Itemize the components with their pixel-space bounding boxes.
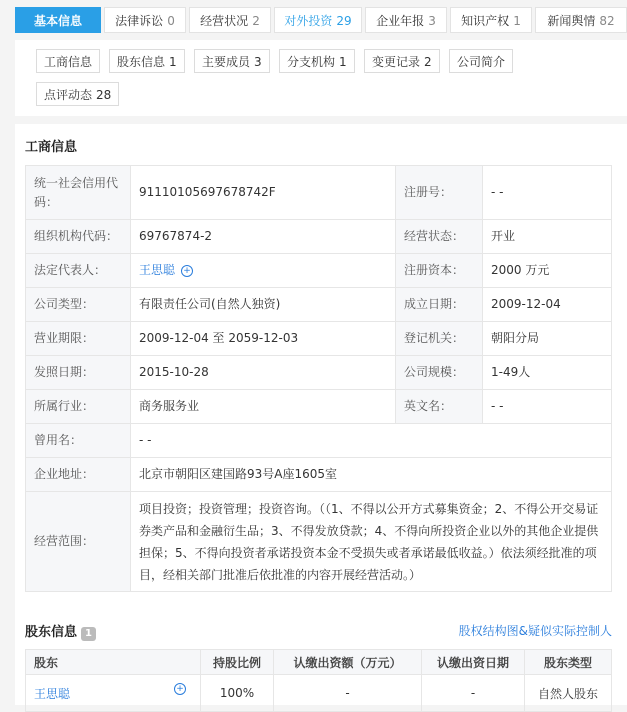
subtab-changes[interactable] — [364, 49, 440, 73]
shareholder-amount: - — [274, 675, 422, 712]
subtab-profile[interactable] — [449, 49, 513, 73]
subtab-count: 3 — [254, 55, 262, 69]
tab-count: 82 — [599, 14, 615, 28]
subtab-label: 公司简介 — [457, 55, 506, 69]
tab-count: 2 — [252, 14, 260, 28]
status-value: 开业 — [483, 220, 612, 254]
follow-plus-icon[interactable]: + — [181, 265, 193, 277]
subtab-count: 1 — [169, 55, 177, 69]
legal-rep-link[interactable]: 王思聪 — [139, 263, 176, 277]
english-name-value: - - — [483, 390, 612, 424]
follow-plus-icon[interactable]: + — [174, 683, 186, 695]
address-label: 企业地址： — [26, 458, 131, 492]
tab-label: 法律诉讼 — [115, 14, 164, 28]
term-label: 营业期限： — [26, 322, 131, 356]
tab-label: 基本信息 — [33, 14, 82, 28]
col-header-ratio: 持股比例 — [201, 650, 274, 675]
tab-basic-info[interactable] — [15, 7, 101, 33]
scope-value: 项目投资；投资管理；投资咨询。（（1、不得以公开方式募集资金；2、不得公开交易证券类产品和金融衍生品；3、不得发放贷款；4、不得向所投资企业以外的其他企业提供担保；5、不得向投资者承诺投资本金不受损失或者承诺最低收益。）依法须经批准的项目，经相关部门批准后依批准的内容开展经营活动。） — [131, 492, 612, 592]
shareholders-table — [25, 649, 612, 712]
credit-code-value: 91110105697678742F — [131, 166, 396, 220]
subtab-branches[interactable] — [279, 49, 355, 73]
tab-news[interactable] — [535, 7, 627, 33]
tab-annual-report[interactable] — [365, 7, 447, 33]
tab-count: 1 — [513, 14, 521, 28]
subtab-label: 工商信息 — [44, 55, 93, 69]
tab-label: 企业年报 — [376, 14, 425, 28]
tab-ip[interactable] — [450, 7, 532, 33]
col-header-amount: 认缴出资额（万元） — [274, 650, 422, 675]
subtab-label: 分支机构 — [287, 55, 336, 69]
former-name-label: 曾用名： — [26, 424, 131, 458]
capital-value: 2000 万元 — [483, 254, 612, 288]
credit-code-label: 统一社会信用代码： — [26, 166, 131, 220]
address-value: 北京市朝阳区建国路93号A座1605室 — [131, 458, 612, 492]
shareholders-title-text: 股东信息 — [25, 625, 78, 640]
english-name-label: 英文名： — [396, 390, 483, 424]
subtab-count: 2 — [424, 55, 432, 69]
org-code-label: 组织机构代码： — [26, 220, 131, 254]
legal-rep-cell — [131, 254, 396, 288]
subtab-reviews[interactable] — [36, 82, 119, 106]
tab-label: 知识产权 — [461, 14, 510, 28]
reg-no-value: - - — [483, 166, 612, 220]
term-value: 2009-12-04 至 2059-12-03 — [131, 322, 396, 356]
col-header-shareholder: 股东 — [26, 650, 201, 675]
tab-count: 29 — [336, 14, 352, 28]
subtab-label: 变更记录 — [372, 55, 421, 69]
tab-count: 0 — [167, 14, 175, 28]
issue-date-label: 发照日期： — [26, 356, 131, 390]
shareholder-type: 自然人股东 — [525, 675, 612, 712]
subtab-business-info[interactable] — [36, 49, 100, 73]
industry-label: 所属行业： — [26, 390, 131, 424]
company-type-value: 有限责任公司(自然人独资) — [131, 288, 396, 322]
established-label: 成立日期： — [396, 288, 483, 322]
business-info-table — [25, 165, 612, 592]
reg-no-label: 注册号： — [396, 166, 483, 220]
tab-investments[interactable] — [274, 7, 362, 33]
shareholders-title — [25, 621, 96, 641]
subtab-label: 主要成员 — [202, 55, 251, 69]
org-code-value: 69767874-2 — [131, 220, 396, 254]
table-row — [26, 675, 612, 712]
tab-legal[interactable] — [104, 7, 186, 33]
status-label: 经营状态： — [396, 220, 483, 254]
subtab-shareholders[interactable] — [109, 49, 185, 73]
issue-date-value: 2015-10-28 — [131, 356, 396, 390]
established-value: 2009-12-04 — [483, 288, 612, 322]
industry-value: 商务服务业 — [131, 390, 396, 424]
legal-rep-label: 法定代表人： — [26, 254, 131, 288]
main-panel — [15, 124, 627, 705]
col-header-date: 认缴出资日期 — [422, 650, 525, 675]
scope-label: 经营范围： — [26, 492, 131, 592]
tab-count: 3 — [428, 14, 436, 28]
tab-label: 经营状况 — [200, 14, 249, 28]
tab-label: 新闻舆情 — [547, 14, 596, 28]
tab-operations[interactable] — [189, 7, 271, 33]
business-info-title: 工商信息 — [25, 140, 78, 155]
shareholders-count-badge: 1 — [81, 627, 96, 641]
subtab-label: 点评动态 — [44, 88, 93, 102]
authority-label: 登记机关： — [396, 322, 483, 356]
tab-label: 对外投资 — [284, 14, 333, 28]
company-type-label: 公司类型： — [26, 288, 131, 322]
col-header-type: 股东类型 — [525, 650, 612, 675]
sub-nav — [15, 40, 627, 116]
top-tab-bar — [0, 0, 627, 40]
equity-structure-link[interactable]: 股权结构图&疑似实际控制人 — [458, 624, 612, 638]
scale-label: 公司规模： — [396, 356, 483, 390]
shareholder-name-link[interactable]: 王思聪 — [34, 686, 71, 701]
shareholder-name-cell — [26, 675, 201, 712]
subtab-count: 28 — [96, 88, 112, 102]
subtab-count: 1 — [339, 55, 347, 69]
former-name-value: - - — [131, 424, 612, 458]
shareholder-ratio: 100% — [201, 675, 274, 712]
shareholder-date: - — [422, 675, 525, 712]
scale-value: 1-49人 — [483, 356, 612, 390]
capital-label: 注册资本： — [396, 254, 483, 288]
authority-value: 朝阳分局 — [483, 322, 612, 356]
subtab-members[interactable] — [194, 49, 270, 73]
subtab-label: 股东信息 — [117, 55, 166, 69]
